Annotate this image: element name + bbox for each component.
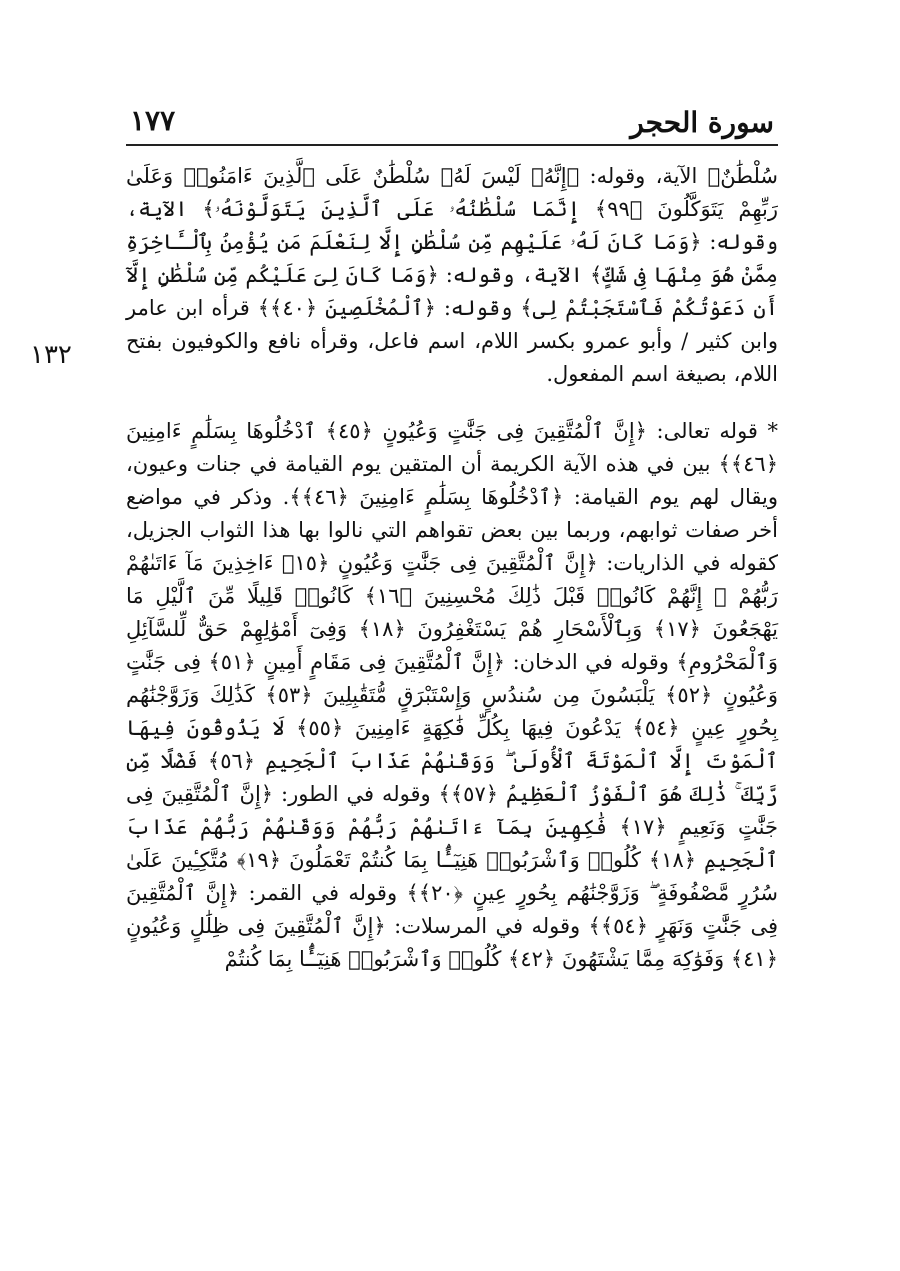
margin-reference-number: ١٣٢ <box>30 340 72 370</box>
paragraph-2: * قوله تعالى: ﴿إِنَّ ٱلْمُتَّقِينَ فِى جَنَّٰتٍ وَعُيُونٍ ﴿٤٥﴾ ٱدْخُلُوهَا بِسَلَٰمٍ ءَامِنِينَ ﴿٤٦﴾﴾ بين في هذه الآية الكريمة أن المتقين يوم القيامة في جنات وعيون، ويقال لهم يوم القيامة: ﴿ٱدْخُلُوهَا بِسَلَٰمٍ ءَامِنِينَ ﴿٤٦﴾﴾. وذكر في مواضع أخر صفات ثوابهم، وربما بين بعض تقواهم التي نالوا بها هذا الثواب الجزيل، كقوله في الذاريات: ﴿إِنَّ ٱلْمُتَّقِينَ فِى جَنَّٰتٍ وَعُيُونٍ ﴿١٥﴾ ءَاخِذِينَ مَآ ءَاتَىٰهُمْ رَبُّهُمْ ۚ إِنَّهُمْ كَانُوا۟ قَبْلَ ذَٰلِكَ مُحْسِنِينَ ﴿١٦﴾ كَانُوا۟ قَلِيلًا مِّنَ ٱلَّيْلِ مَا يَهْجَعُونَ ﴿١٧﴾ وَبِٱلْأَسْحَارِ هُمْ يَسْتَغْفِرُونَ ﴿١٨﴾ وَفِىٓ أَمْوَٰلِهِمْ حَقٌّ لِّلسَّآئِلِ وَٱلْمَحْرُومِ﴾ وقوله في الدخان: ﴿إِنَّ ٱلْمُتَّقِينَ فِى مَقَامٍ أَمِينٍ ﴿٥١﴾ فِى جَنَّٰتٍ وَعُيُونٍ ﴿٥٢﴾ يَلْبَسُونَ مِن سُندُسٍ وَإِسْتَبْرَقٍ مُّتَقَٰبِلِينَ ﴿٥٣﴾ كَذَٰلِكَ وَزَوَّجْنَٰهُم بِحُورٍ عِينٍ ﴿٥٤﴾ يَدْعُونَ فِيهَا بِكُلِّ فَٰكِهَةٍ ءَامِنِينَ ﴿٥٥﴾ لَا يَذُوقُونَ فِيهَا ٱلْمَوْتَ إِلَّا ٱلْمَوْتَةَ ٱلْأُولَىٰ ۖ وَوَقَىٰهُمْ عَذَابَ ٱلْجَحِيمِ ﴿٥٦﴾ فَضْلًا مِّن رَّبِّكَ ۚ ذَٰلِكَ هُوَ ٱلْفَوْزُ ٱلْعَظِيمُ ﴿٥٧﴾﴾ وقوله في الطور: ﴿إِنَّ ٱلْمُتَّقِينَ فِى جَنَّٰتٍ وَنَعِيمٍ ﴿١٧﴾ فَٰكِهِينَ بِمَآ ءَاتَىٰهُمْ رَبُّهُمْ وَوَقَىٰهُمْ رَبُّهُمْ عَذَابَ ٱلْجَحِيمِ ﴿١٨﴾ كُلُوا۟ وَٱشْرَبُوا۟ هَنِيٓـًٔۢا بِمَا كُنتُمْ تَعْمَلُونَ ﴿١٩﴾ مُتَّكِـِٔينَ عَلَىٰ سُرُرٍ مَّصْفُوفَةٍ ۖ وَزَوَّجْنَٰهُم بِحُورٍ عِينٍ ﴿٢٠﴾﴾ وقوله في القمر: ﴿إِنَّ ٱلْمُتَّقِينَ فِى جَنَّٰتٍ وَنَهَرٍ ﴿٥٤﴾﴾ وقوله في المرسلات: ﴿إِنَّ ٱلْمُتَّقِينَ فِى ظِلَٰلٍ وَعُيُونٍ ﴿٤١﴾ وَفَوَٰكِهَ مِمَّا يَشْتَهُونَ ﴿٤٢﴾ كُلُوا۟ وَٱشْرَبُوا۟ هَنِيٓـًٔۢا بِمَا كُنتُمْ <box>126 419 779 971</box>
page-number: ١٧٧ <box>130 104 176 137</box>
surah-title: سورة الحجر <box>630 106 774 139</box>
paragraph-1: سُلْطَٰنٌ﴾ الآية، وقوله: ﴿إِنَّهُۥ لَيْسَ لَهُۥ سُلْطَٰنٌ عَلَى ٱلَّذِينَ ءَامَنُوا۟ وَعَلَىٰ رَبِّهِمْ يَتَوَكَّلُونَ ﴿٩٩﴾ إِنَّمَا سُلْطَٰنُهُۥ عَلَى ٱلَّذِينَ يَتَوَلَّوْنَهُۥ﴾ الآية، وقوله: ﴿وَمَا كَانَ لَهُۥ عَلَيْهِم مِّن سُلْطَٰنٍ إِلَّا لِنَعْلَمَ مَن يُؤْمِنُ بِٱلْـَٔاخِرَةِ مِمَّنْ هُوَ مِنْهَا فِى شَكٍّ﴾ الآية، وقوله: ﴿وَمَا كَانَ لِىَ عَلَيْكُم مِّن سُلْطَٰنٍ إِلَّآ أَن دَعَوْتُكُمْ فَٱسْتَجَبْتُمْ لِى﴾ وقوله: ﴿ٱلْمُخْلَصِينَ ﴿٤٠﴾﴾ قرأه ابن عامر وابن كثير / وأبو عمرو بكسر اللام، اسم فاعل، وقرأه نافع والكوفيون بفتح اللام، بصيغة اسم المفعول. <box>126 164 778 386</box>
body-text <box>126 160 778 976</box>
page-header <box>126 96 778 146</box>
